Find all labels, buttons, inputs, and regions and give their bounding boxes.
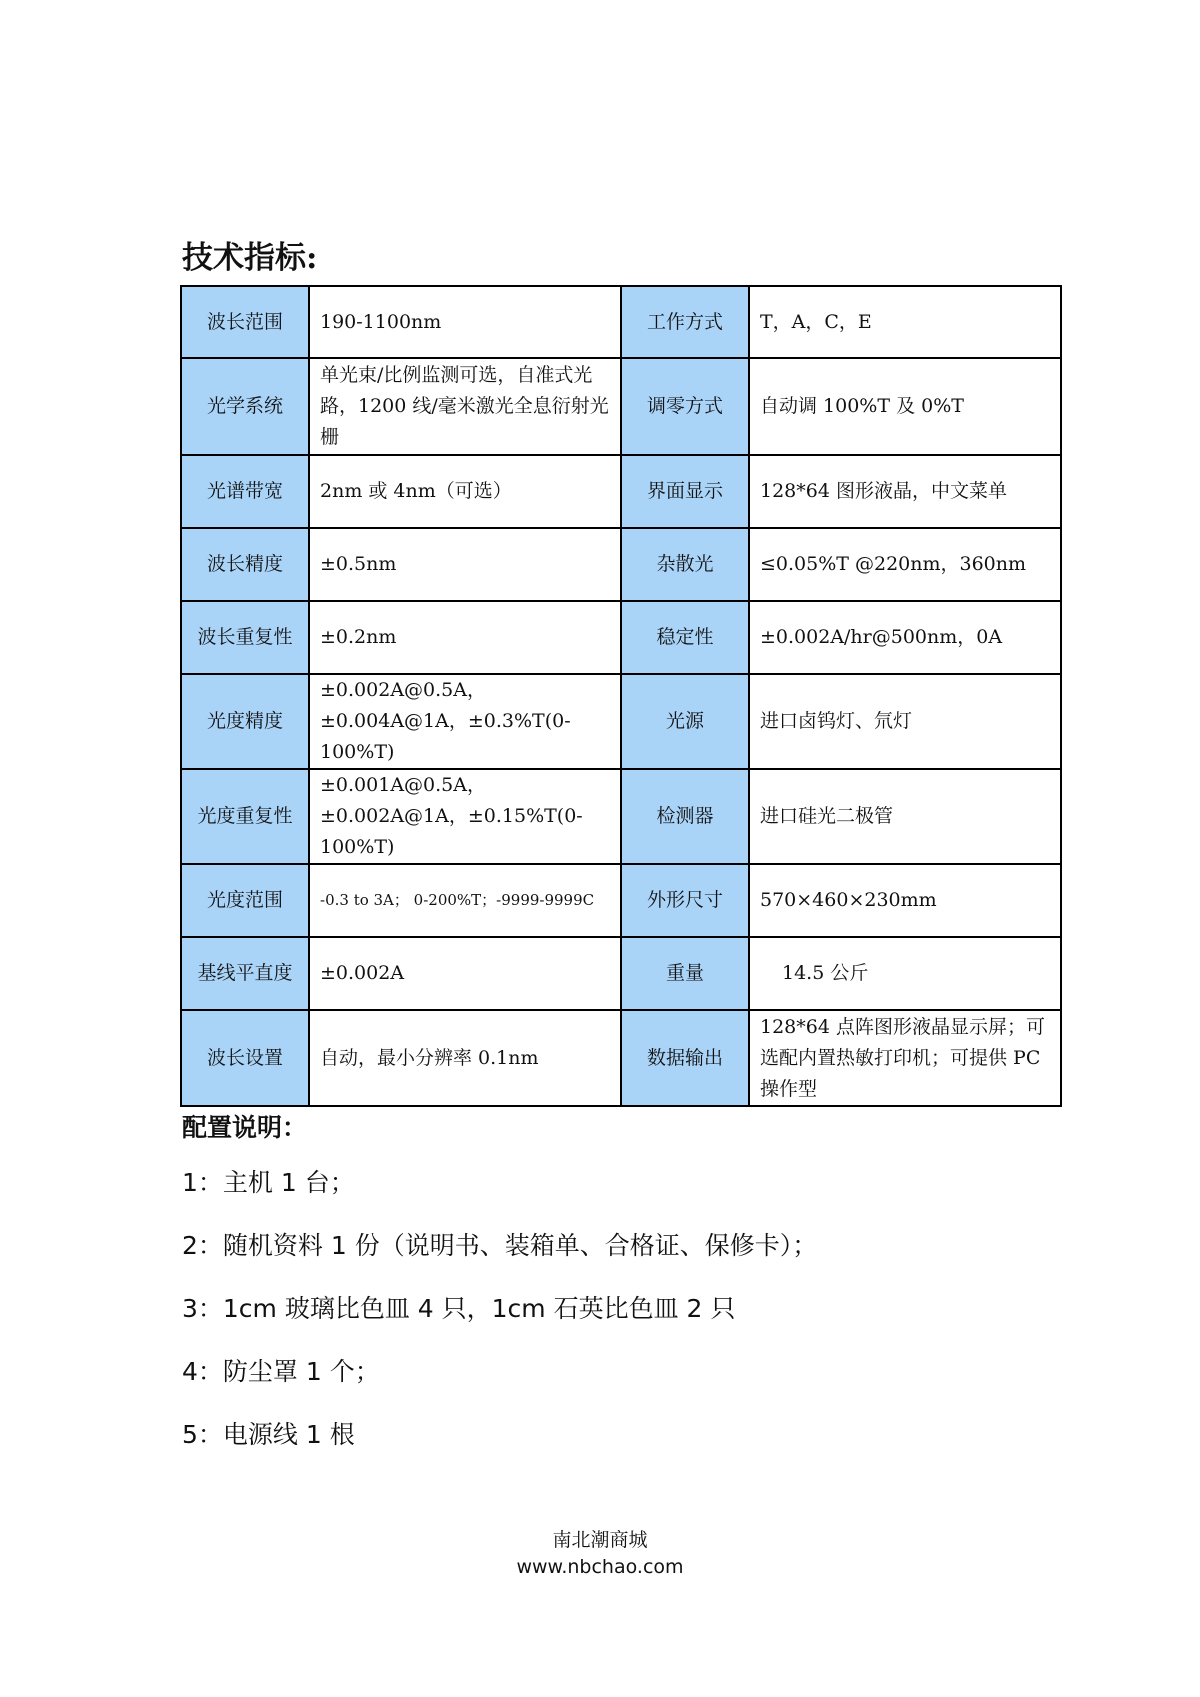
spec-label: 工作方式 [621,286,749,358]
config-item: 5：电源线 1 根 [182,1420,355,1449]
spec-value: ±0.002A@0.5A，±0.004A@1A，±0.3%T(0-100%T) [309,674,621,769]
spec-row [181,455,1061,528]
config-item: 2：随机资料 1 份（说明书、装箱单、合格证、保修卡）； [182,1231,818,1260]
spec-label: 稳定性 [621,601,749,674]
spec-value: 进口卤钨灯、氘灯 [749,674,1061,769]
spec-label: 数据输出 [621,1010,749,1106]
spec-label: 波长范围 [181,286,309,358]
spec-value: ≤0.05%T @220nm，360nm [749,528,1061,601]
spec-value: 2nm 或 4nm（可选） [309,455,621,528]
spec-label: 界面显示 [621,455,749,528]
spec-row [181,286,1061,358]
spec-value: 自动调 100%T 及 0%T [749,358,1061,455]
config-item: 1：主机 1 台； [182,1168,355,1197]
spec-value: 128*64 图形液晶，中文菜单 [749,455,1061,528]
spec-value: 14.5 公斤 [749,937,1061,1010]
spec-value: 自动，最小分辨率 0.1nm [309,1010,621,1106]
spec-value: -0.3 to 3A； 0-200%T；-9999-9999C [309,864,621,937]
spec-label: 检测器 [621,769,749,864]
spec-value: 570×460×230mm [749,864,1061,937]
spec-label: 波长设置 [181,1010,309,1106]
spec-value: ±0.002A [309,937,621,1010]
spec-label: 光谱带宽 [181,455,309,528]
spec-label: 杂散光 [621,528,749,601]
spec-value: ±0.2nm [309,601,621,674]
spec-value: 进口硅光二极管 [749,769,1061,864]
spec-label: 基线平直度 [181,937,309,1010]
spec-value: 单光束/比例监测可选，自准式光路，1200 线/毫米激光全息衍射光栅 [309,358,621,455]
footer-url: www.nbchao.com [516,1556,684,1578]
spec-value: ±0.001A@0.5A，±0.002A@1A，±0.15%T(0-100%T) [309,769,621,864]
spec-label: 光学系统 [181,358,309,455]
spec-label: 重量 [621,937,749,1010]
spec-label: 光度重复性 [181,769,309,864]
config-heading: 配置说明： [182,1113,308,1142]
spec-row [181,937,1061,1010]
spec-label: 波长重复性 [181,601,309,674]
spec-table [180,285,1062,1107]
spec-heading: 技术指标: [182,240,318,276]
config-list [182,1165,817,1480]
spec-value: ±0.5nm [309,528,621,601]
spec-label: 波长精度 [181,528,309,601]
config-item: 4：防尘罩 1 个； [182,1357,380,1386]
spec-value: 190-1100nm [309,286,621,358]
spec-row [181,864,1061,937]
spec-label: 光度范围 [181,864,309,937]
spec-label: 外形尺寸 [621,864,749,937]
spec-row [181,528,1061,601]
footer-site-name: 南北潮商城 [552,1529,648,1551]
spec-label: 光源 [621,674,749,769]
spec-label: 调零方式 [621,358,749,455]
config-item: 3：1cm 玻璃比色皿 4 只，1cm 石英比色皿 2 只 [182,1294,736,1323]
spec-row [181,674,1061,769]
spec-value: T，A，C，E [749,286,1061,358]
spec-value: 128*64 点阵图形液晶显示屏；可选配内置热敏打印机；可提供 PC 操作型 [749,1010,1061,1106]
spec-value: ±0.002A/hr@500nm，0A [749,601,1061,674]
spec-row [181,358,1061,455]
spec-row [181,769,1061,864]
spec-row [181,601,1061,674]
spec-label: 光度精度 [181,674,309,769]
page-footer [0,1527,1200,1581]
spec-row [181,1010,1061,1106]
